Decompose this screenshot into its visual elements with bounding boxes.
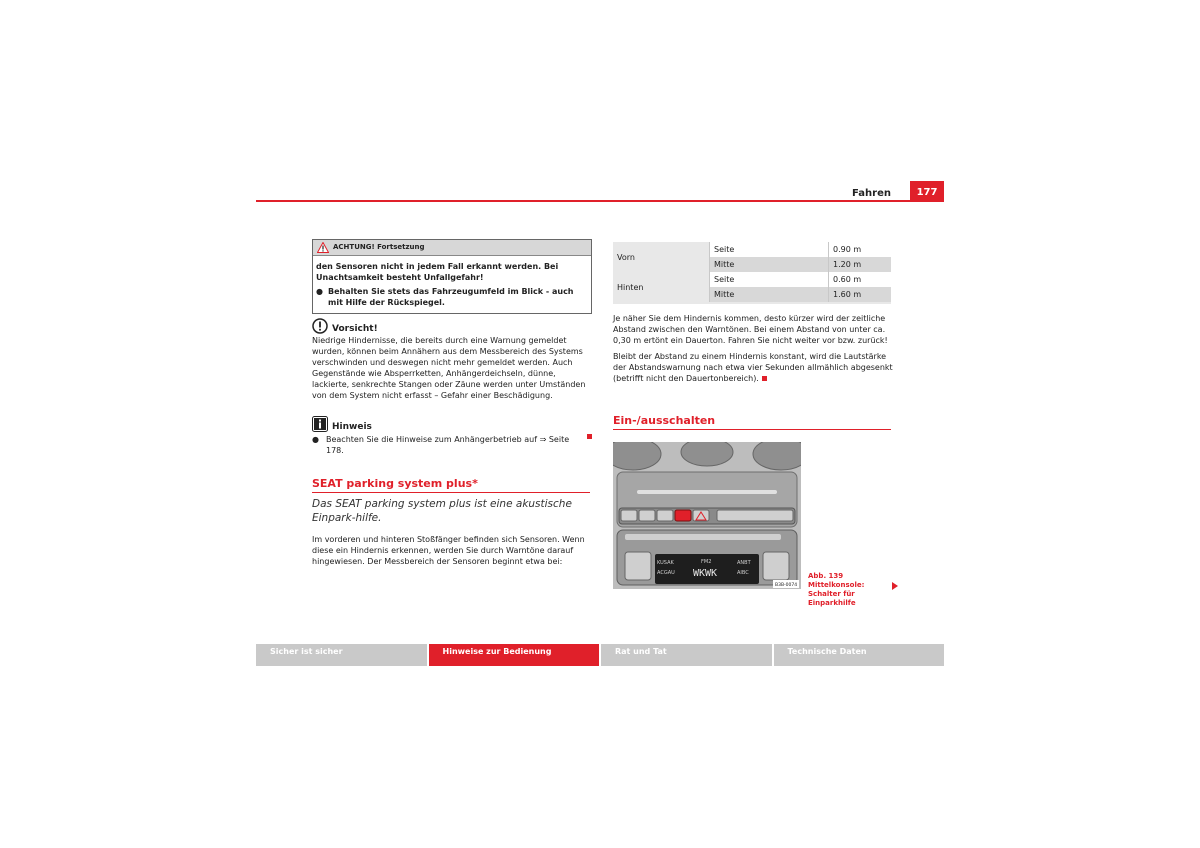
note-bullet-row <box>312 434 592 456</box>
nav-tab-sicher-ist-sicher[interactable]: Sicher ist sicher <box>256 644 427 666</box>
figure-caption <box>808 572 900 608</box>
continue-arrow-icon <box>892 582 898 590</box>
section-text: Im vorderen und hinteren Stoßfänger befinden sich Sensoren. Wenn diese ein Hindernis erkennen, werden Sie durch Warntöne darauf hingewiesen. Der Messbereich der Sensoren beginnt etwa bei: <box>312 535 585 566</box>
footer-navigation <box>256 644 944 666</box>
display-label-right2: AIBC <box>737 570 749 576</box>
right-paragraph-2-block <box>613 351 893 384</box>
warning-bullet-text: Behalten Sie stets das Fahrzeugumfeld im Blick - auch mit Hilfe der Rückspiegel. <box>327 287 574 307</box>
info-icon <box>312 416 328 432</box>
caution-block <box>312 318 592 401</box>
warning-bullet-row <box>316 286 585 308</box>
warning-triangle-icon <box>317 242 329 253</box>
value-cell: 0.90 m <box>829 242 892 257</box>
display-main-text: WKWK <box>693 568 718 579</box>
value-cell: 1.60 m <box>829 287 892 302</box>
warning-body <box>313 256 591 313</box>
figure-code: B3B-0074 <box>775 583 798 588</box>
page-number: 177 <box>910 181 944 202</box>
center-console-figure <box>613 442 801 589</box>
nav-tab-technische-daten[interactable]: Technische Daten <box>774 644 945 666</box>
warning-header <box>313 240 591 256</box>
display-label-mid: FM2 <box>701 559 712 565</box>
display-label-right1: ANBT <box>737 560 751 566</box>
warning-text: den Sensoren nicht in jedem Fall erkannt werden. Bei Unachtsamkeit besteht Unfallgefahr! <box>316 262 559 282</box>
section-title: Fahren <box>852 188 891 199</box>
end-marker-icon <box>762 376 767 381</box>
note-bullet-text: Beachten Sie die Hinweise zum Anhängerbetrieb auf ⇒ Seite 178. <box>325 435 570 455</box>
note-block <box>312 416 592 456</box>
center-console-illustration <box>613 442 801 589</box>
nav-tab-hinweise-zur-bedienung[interactable]: Hinweise zur Bedienung <box>429 644 600 666</box>
warning-title: ACHTUNG! Fortsetzung <box>333 243 425 251</box>
section-intro: Das SEAT parking system plus ist eine akustische Einpark-hilfe. <box>312 498 572 524</box>
position-cell: Seite <box>710 242 829 257</box>
distance-table <box>613 242 891 302</box>
end-marker-icon <box>587 434 592 439</box>
position-cell: Mitte <box>710 257 829 272</box>
display-label-left2: ACGAU <box>657 570 675 576</box>
table-row <box>613 272 891 287</box>
section-heading-on-off: Ein-/ausschalten <box>613 414 891 430</box>
value-cell: 0.60 m <box>829 272 892 287</box>
position-cell: Seite <box>710 272 829 287</box>
table-row <box>613 242 891 257</box>
figure-caption-line2: Schalter für Einparkhilfe <box>808 590 856 607</box>
note-title-row <box>312 416 592 432</box>
right-paragraph-2: Bleibt der Abstand zu einem Hindernis konstant, wird die Lautstärke der Abstandswarnung nach etwa vier Sekunden allmählich abgesenkt (betrifft nicht den Dauertonbereich). <box>613 352 893 383</box>
caution-text: Niedrige Hindernisse, die bereits durch eine Warnung gemeldet wurden, können beim Annähern aus dem Messbereich des Systems verschwinden und deswegen nicht mehr gemeldet werden. Auch Gegenstände wie Absperrketten, Anhängerdeichseln, dünne, lackierte, senkrechte Stangen oder Zäune werden unter Umständen von dem System nicht erfasst – Gefahr einer Beschädigung. <box>312 336 586 400</box>
bullet-icon: ● <box>312 435 319 444</box>
caution-title: Vorsicht! <box>332 324 378 334</box>
bullet-icon: ● <box>316 287 323 296</box>
value-cell: 1.20 m <box>829 257 892 272</box>
exclamation-circle-icon <box>312 318 328 334</box>
warning-box <box>312 239 592 314</box>
figure-caption-line1: Abb. 139 Mittelkonsole: <box>808 572 865 589</box>
header-rule <box>256 200 944 202</box>
display-label-left1: KUSAK <box>657 560 674 566</box>
position-cell: Mitte <box>710 287 829 302</box>
right-paragraph-1: Je näher Sie dem Hindernis kommen, desto kürzer wird der zeitliche Abstand zwischen den Warntönen. Bei einem Abstand von unter ca. 0,30 m ertönt ein Dauerton. Fahren Sie nicht weiter vor bzw. zurück! <box>613 314 888 345</box>
note-title: Hinweis <box>332 422 372 432</box>
section-heading-parking-system: SEAT parking system plus* <box>312 477 590 493</box>
zone-cell: Vorn <box>613 242 710 272</box>
zone-cell: Hinten <box>613 272 710 302</box>
nav-tab-rat-und-tat[interactable]: Rat und Tat <box>601 644 772 666</box>
caution-title-row <box>312 318 592 334</box>
